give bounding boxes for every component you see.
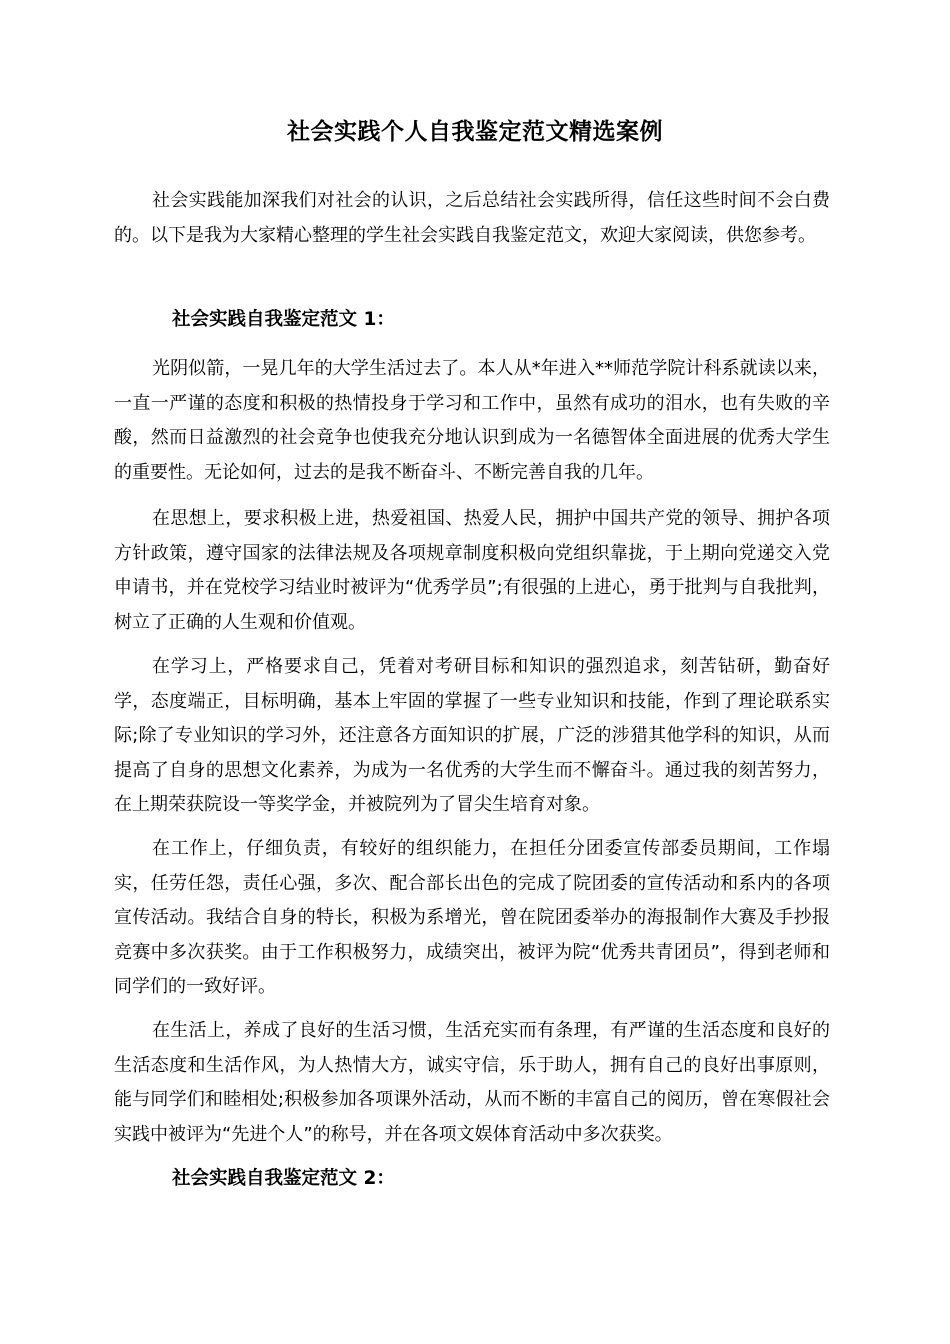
- body-paragraph: 光阴似箭，一晃几年的大学生活过去了。本人从*年进入**师范学院计科系就读以来，一直一严谨的态度和积极的热情投身于学习和工作中，虽然有成功的泪水，也有失败的辛酸，然而日益激烈的社会竟争也使我充分地认识到成为一名德智体全面进展的优秀大学生的重要性。无论如何，过去的是我不断奋斗、不断完善自我的几年。: [114, 358, 830, 483]
- body-paragraph: 在思想上，要求积极上进，热爱祖国、热爱人民，拥护中国共产党的领导、拥护各项方针政策，遵守国家的法律法规及各项规章制度积极向党组织靠拢，于上期向党递交入党申请书，并在党校学习结业时被评为“优秀学员”;有很强的上进心，勇于批判与自我批判，树立了正确的人生观和价值观。: [114, 508, 830, 633]
- section-heading: 社会实践自我鉴定范文 2：: [172, 1168, 395, 1189]
- document-title: 社会实践个人自我鉴定范文精选案例: [287, 119, 663, 145]
- body-paragraph: 在工作上，仔细负责，有较好的组织能力，在担任分团委宣传部委员期间，工作塌实，任劳任怨，责任心强，多次、配合部长出色的完成了院团委的宣传活动和系内的各项宣传活动。我结合自身的特长，积极为系增光，曾在院团委举办的海报制作大赛及手抄报竞赛中多次获奖。由于工作积极努力，成绩突出，被评为院“优秀共青团员”，得到老师和同学们的一致好评。: [114, 838, 830, 997]
- section-1-paragraph-3-block: [114, 650, 830, 823]
- body-paragraph: 在生活上，养成了良好的生活习惯，生活充实而有条理，有严谨的生活态度和良好的生活态度和生活作风，为人热情大方，诚实守信，乐于助人，拥有自己的良好出事原则，能与同学们和睦相处;积极参加各项课外活动，从而不断的丰富自己的阅历，曾在寒假社会实践中被评为“先进个人”的称号，并在各项文娱体育活动中多次获奖。: [114, 1020, 830, 1145]
- section-1-paragraph-1-block: [114, 352, 830, 490]
- section-2-heading-block: [114, 1162, 830, 1196]
- section-1-paragraph-2-block: [114, 502, 830, 640]
- section-heading: 社会实践自我鉴定范文 1：: [172, 309, 395, 330]
- intro-paragraph: 社会实践能加深我们对社会的认识，之后总结社会实践所得，信任这些时间不会白费的。以下是我为大家精心整理的学生社会实践自我鉴定范文，欢迎大家阅读，供您参考。: [114, 190, 830, 246]
- section-1-paragraph-5-block: [114, 1014, 830, 1152]
- section-1-heading-block: [114, 303, 830, 337]
- body-paragraph: 在学习上，严格要求自己，凭着对考研目标和知识的强烈追求，刻苦钻研，勤奋好学，态度端正，目标明确，基本上牢固的掌握了一些专业知识和技能，作到了理论联系实际;除了专业知识的学习外，还注意各方面知识的扩展，广泛的涉猎其他学科的知识，从而提高了自身的思想文化素养，为成为一名优秀的大学生而不懈奋斗。通过我的刻苦努力，在上期荣获院设一等奖学金，并被院列为了冒尖生培育对象。: [114, 656, 830, 815]
- intro-block: [114, 184, 830, 253]
- section-1-paragraph-4-block: [114, 832, 830, 1005]
